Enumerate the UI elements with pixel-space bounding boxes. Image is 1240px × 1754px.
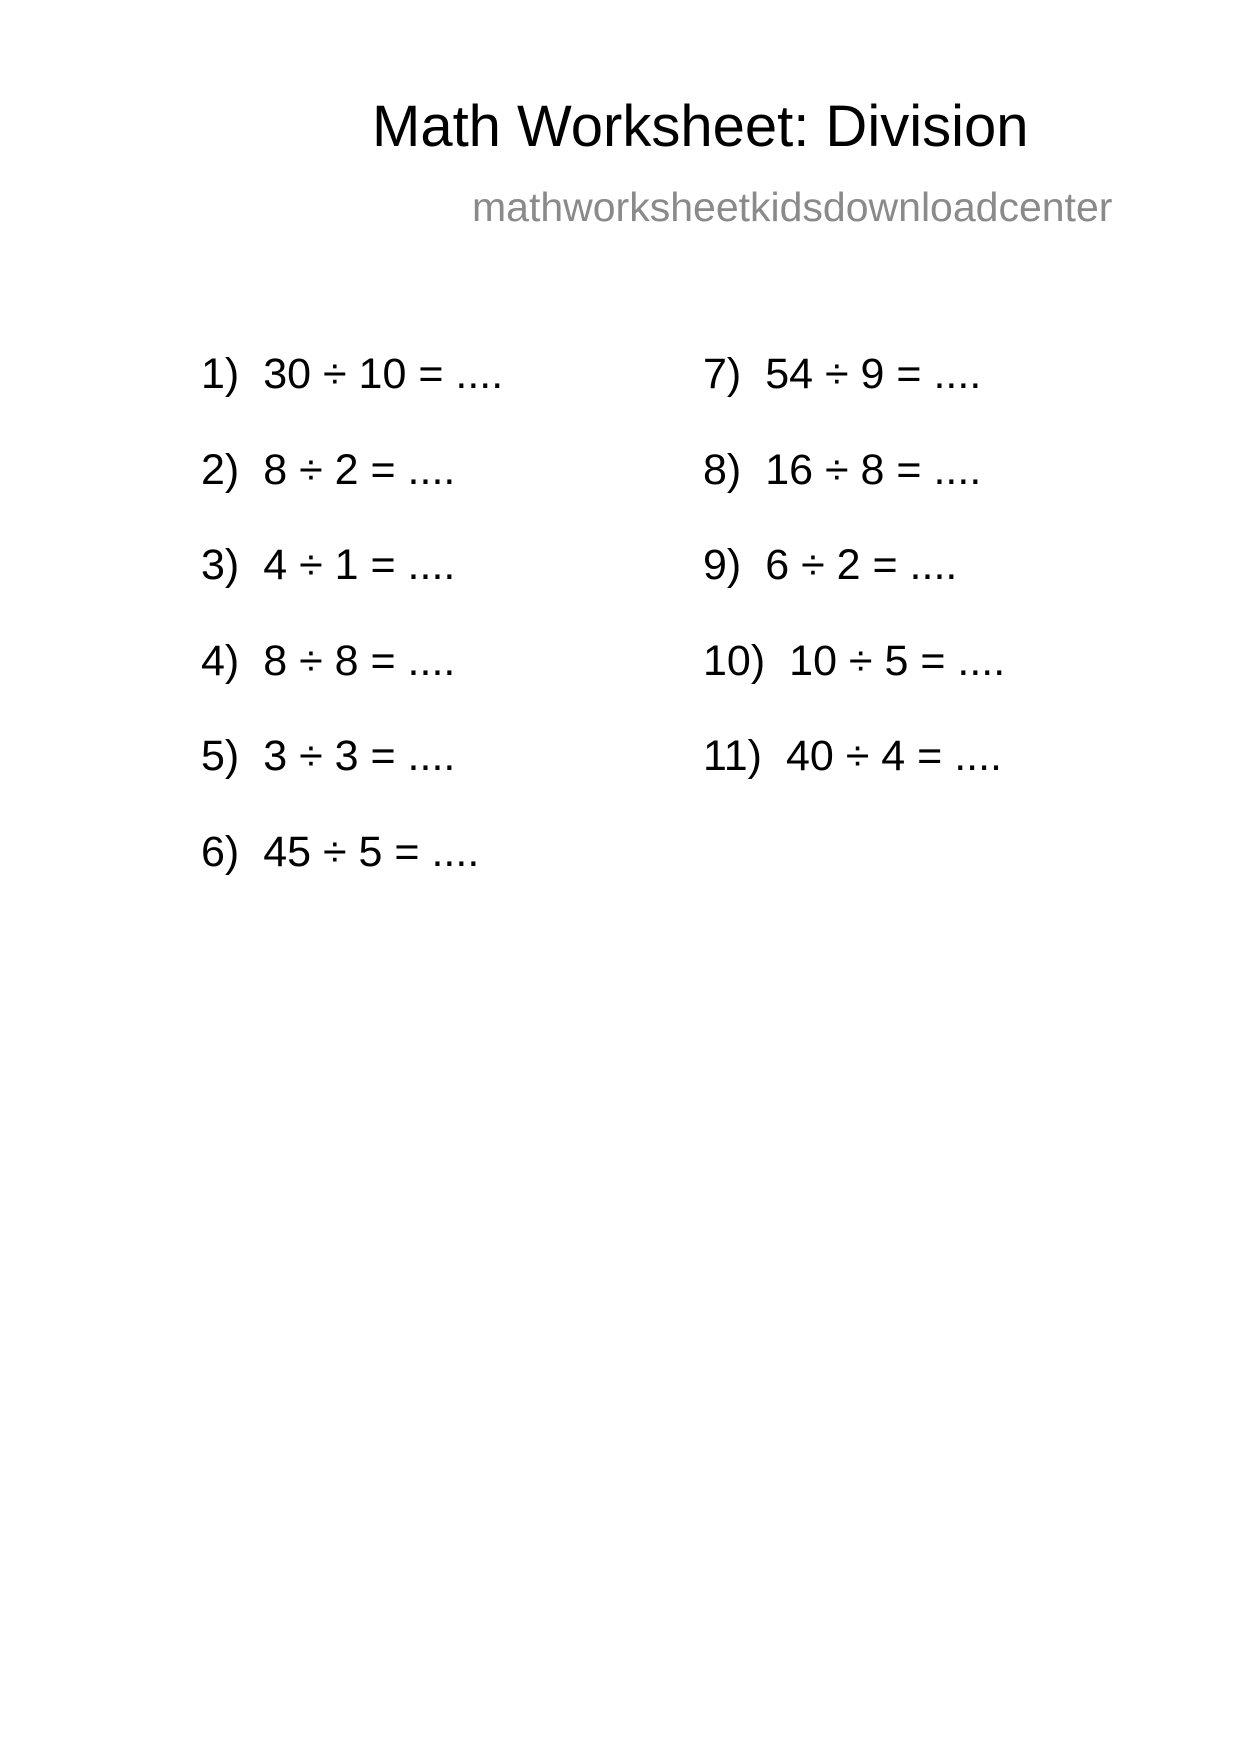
problem-expression: 30 ÷ 10 = .... <box>263 350 504 398</box>
problem-expression: 40 ÷ 4 = .... <box>785 732 1002 780</box>
problem-number: 5) <box>201 732 240 780</box>
problem-item <box>201 636 503 736</box>
problems-left-column <box>201 350 504 926</box>
problem-expression: 10 ÷ 5 = .... <box>789 636 1006 685</box>
problem-item <box>201 541 503 640</box>
problem-number: 2) <box>201 445 240 494</box>
problem-expression: 8 ÷ 8 = .... <box>263 636 456 685</box>
problem-expression: 16 ÷ 8 = .... <box>765 445 982 494</box>
problem-expression: 45 ÷ 5 = .... <box>263 827 480 876</box>
problem-number: 4) <box>201 636 240 685</box>
problem-item <box>703 445 1005 545</box>
problem-number: 11) <box>703 732 762 780</box>
problem-number: 9) <box>703 541 742 589</box>
problem-item <box>201 827 503 927</box>
problem-item <box>703 636 1006 736</box>
problem-expression: 6 ÷ 2 = .... <box>765 541 958 589</box>
problem-number: 10) <box>703 636 766 685</box>
problem-item <box>703 350 1005 449</box>
problem-item <box>201 732 503 831</box>
problem-number: 6) <box>201 827 240 876</box>
problems-right-column <box>703 350 1006 831</box>
problem-number: 1) <box>201 350 240 398</box>
page-title: Math Worksheet: Division <box>372 94 1029 159</box>
problem-item <box>201 445 503 545</box>
problem-expression: 8 ÷ 2 = .... <box>263 445 456 494</box>
problem-item <box>201 350 504 449</box>
problem-item <box>703 541 1005 640</box>
problem-number: 8) <box>703 445 742 494</box>
problem-expression: 54 ÷ 9 = .... <box>765 350 982 398</box>
problem-number: 7) <box>703 350 742 398</box>
problem-number: 3) <box>201 541 240 589</box>
problem-item <box>703 732 1005 831</box>
page-subtitle: mathworksheetkidsdownloadcenter <box>472 184 1113 230</box>
problem-expression: 3 ÷ 3 = .... <box>263 732 456 780</box>
problem-expression: 4 ÷ 1 = .... <box>263 541 456 589</box>
